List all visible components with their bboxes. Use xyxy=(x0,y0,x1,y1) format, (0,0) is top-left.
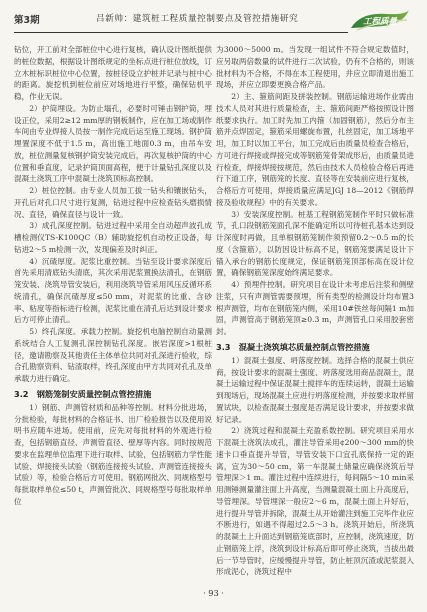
issue-number: 第3期 xyxy=(14,15,40,26)
paragraph: 2）护筒埋设。为防止塌孔，必要时可锤击钢护筒，埋设正位，采用2≥12 mm厚的钢板制作，应在加工场或制作车间由专业焊接人员按一制作完成后运至施工现场。钢护筒埋置深度不低于1.5 m，高出施工地面0.3 m，由吊车安放，桩位测量复核钢护筒安装完成后，再次复核护筒的中心位置和垂直度，记录护筒顶面高程，便于计量钻孔深度以及混凝土浇筑工序中混凝土浇筑顶标高控制。 xyxy=(14,103,212,184)
paragraph: 1）混凝土强度、坍落度控制。选择合格的混凝土供应商，按设计要求的混凝土强度、坍落度选用商品混凝土，混凝土运输过程中保证混凝土搅拌车的连续运转，混凝土运输到现场后，现场混凝土应进行坍落度检测，并按要求取样留置试块，以检查混凝土强度是否满足设计要求，并按要求做好记录。 xyxy=(216,355,414,424)
paragraph: 1）钢筋、声测管材质和品种等控制。材料分批进场，分批检验，每批材料的合格证书、出厂检验报告以及使用说明书应随车进场。使用前，应先对每批材料的外观进行检查，包括钢筋直径、声测管直径、壁厚等内容。同时按规范要求在监理单位监理下进行取样、试验，包括钢筋力学性能试验、焊接接头试验（钢筋连接接头试验、声测管连接接头试验）等，检验合格后方可使用。钢筋网批次、同规格型号每批取样单位≤50 t，声测管批次、同规格型号每批取样单位 xyxy=(14,402,212,506)
page-header xyxy=(0,0,427,40)
page-number: · 93 · xyxy=(203,588,224,598)
svg-text:工程质量: 工程质量 xyxy=(363,17,398,27)
header-rule xyxy=(14,32,348,33)
paragraph: 钻位，开工前对全部桩位中心进行复核，确认设计图纸提供的桩位数据，根据设计图纸规定的坐标点进行桩位放线，订立木桩标识桩位中心位置，按桩径设立护桩并记录与桩中心的距离。旋挖机到桩位前应对场地进行平整，确保钻机平稳，作业无误。 xyxy=(14,45,212,101)
section-heading: 3.2 钢筋笼制安质量控制点管控措施 xyxy=(14,388,152,399)
paragraph: 3）成孔深度控制。钻进过程中采用全自动超声波孔成槽检测仪TS-K100QC（B）辅助旋挖机自动校正设备，每钻进2～5 m检测一次，发现偏差及时纠正。 xyxy=(14,221,212,254)
paragraph: 3）安装深度控制。桩基工程钢筋笼制作平时只做标准节，孔口段钢筋笼面孔深不能确定所以可待桩孔基本达到设计深度时再做，且单根钢筋笼制作须预留0.2～0.5 m的长度（含箍筋），以防因设计标高不足，钢筋笼要满足设计下锚入承台的钢筋长度规定，保证钢筋笼顶部标高在设计位置，确保钢筋笼深度始终满足要求。 xyxy=(216,209,414,278)
paragraph: 4）预埋件控制。研究项目在设计未考虑后注浆和侧壁注浆，只有声测管需要预埋，所有类型的检测设计均布置3根声测管，均布在钢筋笼内侧，采用10#铁丝每间隔1 m加固，声测管高于钢筋笼顶≥0.3 m，声测管孔口采用胶套密封。 xyxy=(216,280,414,336)
paragraph: 2）桩位控制。由专业人员加工拔一钻头和镶嵌钻头，开孔后对孔口尺寸进行复测，钻进过程中应检查钻头磨损情况、直径，确保直径与设计一致。 xyxy=(14,186,212,219)
paragraph: 为3000～5000 m。当发现一组试件不符合规定数值时，应另取两倍数量的试件进行二次试验，仍有不合格的，则该批材料为不合格，不得在本工程使用，并应立即清退出施工现场，并应立即要更换合格产品。 xyxy=(216,45,414,90)
paragraph: 5）终孔深度。承载力控制。旋挖机电脑控制自动量测系统结合人工复测孔深控制钻孔深度。嵌岩深度>1根桩径，邀请勘察及其他责任主体单位共同对孔深进行验收，综合孔勘察资料、钻渣取样，终孔深度由甲方共同对孔孔及单承载力进行确定。 xyxy=(14,327,212,383)
paragraph: 4）沉碴厚度。泥浆比重控制。当钻至设计要求深度后首先采用清底钻头清底，其次采用泥浆置换法清孔，在钢筋笼安装、浇筑导管安装后，利用浇筑导管采用风压反循环系统清孔，确保沉碴厚度≤50 mm，对泥浆的比重、含砂率、粘度等指标进行检测，泥浆比重在清孔后达到设计要求后方可停止清孔。 xyxy=(14,256,212,325)
section-heading: 3.3 混凝土浇筑填芯质量控制点管控措施 xyxy=(216,341,370,352)
paragraph: 2）浇筑过程和混凝土充盈系数控制。研究项目采用水下混凝土浇筑法成孔，灌注导管采用¢200～300 mm的快速卡口垂直提升导管，导管安装下口宜孔底保持一定的距离，宜为30～50 cm，第一车混凝土储量应确保浇筑后导管埋深＞1 m。灌注过程中连续进行，每间隔5～10 min采用测锤测量灌注面上升高度，当测量混凝土面上升高度后，导管埋深。导管埋深一般应2～6 m，混凝土面上升好后，进行提升导管并拆除，混凝土从开始灌注到施工完毕作业应不断进行，如遇不得超过2.5～3 h。浇筑开始后，所浇筑的混凝土上升面达到钢筋笼底部时，应控制，浇筑速度，防止钢筋笼上浮，浇筑到设计标高后即可停止浇筑，当拔出最后一节导管时，应缓慢提升导管，防止桩顶沉渣或泥浆混入形成泥心，浇筑过程中 xyxy=(216,426,414,577)
running-title: 吕新帅：建筑桩工程质量控制要点及管控措施研究 xyxy=(96,14,299,24)
journal-logo-icon xyxy=(347,6,413,34)
paragraph: 2）主、箍筋间距及拼装控制。钢筋运输进场作业需由技术人员对其进行质量检查，主、箍筋间距严格按照设计图纸要求执行。加工时先加工内箍（加固钢筋），然后分布主筋并点焊固定，箍筋采用螺旋布置，扎丝固定，加工场地平坦，加工时以加工平台，加工完成后由质量员检查合格后，方可进行焊接或焊接完成等钢筋笼骨架成形后，由质量员进行检查，焊接焊接按规范，然后由技术人员检验合格后再进行下道工序，钢筋笼的长度、直径等在安装前应进行复核，合格后方可使用，焊接质量应满足JGJ 18—2012《钢筋焊接及验收规程》中的有关要求。 xyxy=(216,92,414,207)
left-column xyxy=(14,44,212,508)
right-column xyxy=(216,44,414,578)
